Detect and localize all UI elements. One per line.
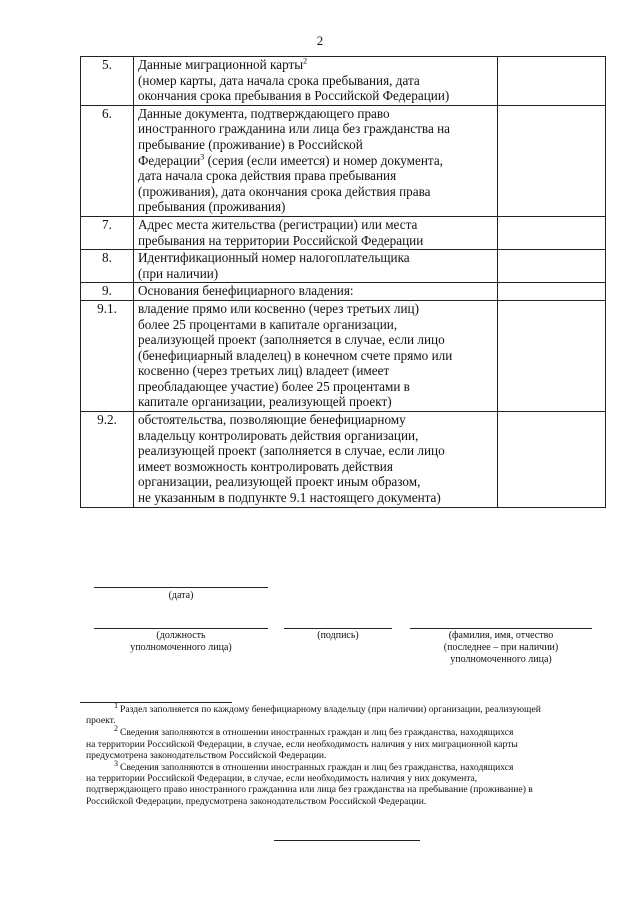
row-value-cell [498, 216, 606, 249]
table-row [81, 300, 606, 411]
row-description-line: косвенно (через третьих лиц) владеет (имеет [138, 363, 390, 379]
row-description-line: пребывания на территории Российской Федерации [138, 232, 424, 248]
footnote-mark: 3 [200, 152, 205, 162]
row-number: 9.1. [81, 300, 134, 411]
table-row [81, 283, 606, 301]
row-description-line: имеет возможность контролировать действия [138, 458, 393, 474]
row-description-line: реализующей проект (заполняется в случае, если лицо [138, 443, 445, 459]
footnote-text: Раздел заполняется по каждому бенефициарному владельцу (при наличии) организации, реализующей [120, 704, 541, 715]
footnote-mark: 2 [303, 56, 308, 66]
row-description-line: (бенефициарный владелец) в конечном счете прямо или [138, 347, 453, 363]
footnote-line [86, 758, 606, 774]
table-row [81, 216, 606, 249]
row-description-line: пребывания (проживания) [138, 199, 286, 215]
footnote [86, 700, 606, 727]
row-description [134, 57, 498, 106]
position-line [94, 628, 268, 629]
row-description [134, 283, 498, 301]
date-line [94, 587, 268, 588]
footnote-line: проект. [86, 715, 116, 727]
footnote-line: подтверждающего право иностранного гражданина или лица без гражданства на пребывание (проживание) в [86, 784, 533, 796]
footnote-separator [80, 702, 232, 703]
row-value-cell [498, 412, 606, 508]
row-description-line: Идентификационный номер налогоплательщика [138, 250, 410, 266]
row-description-line: Адрес места жительства (регистрации) или места [138, 216, 418, 232]
name-label-line: (последнее – при наличии) [443, 642, 559, 653]
row-description-line: иностранного гражданина или лица без гражданства на [138, 121, 451, 137]
row-description-line: (проживания), дата окончания срока действия права [138, 183, 431, 199]
text-span: Федерации [138, 152, 201, 168]
row-description-line: Данные документа, подтверждающего право [138, 105, 390, 121]
name-label-line: уполномоченного лица) [450, 654, 552, 665]
row-description-line: преобладающее участие) более 25 процентами в [138, 378, 410, 394]
footnote-line [86, 700, 606, 715]
row-description-line: реализующей проект (заполняется в случае, если лицо [138, 332, 445, 348]
row-number: 9. [81, 283, 134, 301]
row-description-line [138, 57, 494, 73]
date-label: (дата) [168, 590, 194, 601]
text-span: Данные миграционной карты [138, 57, 304, 72]
bottom-rule [274, 840, 420, 841]
row-number: 7. [81, 216, 134, 249]
row-description-line: не указанным в подпункте 9.1 настоящего документа) [138, 490, 441, 506]
row-description-line: владение прямо или косвенно (через третьих лиц) [138, 300, 419, 316]
footnote-line: на территории Российской Федерации, в случае, если необходимость наличия у них миграционной карты [86, 738, 518, 750]
footnote-line: предусмотрена законодательством Российской Федерации. [86, 749, 327, 761]
footnote-line [86, 724, 606, 739]
row-description-line: более 25 процентами в капитале организации, [138, 316, 398, 332]
row-description-line: (при наличии) [138, 265, 219, 281]
row-description-line: пребывание (проживание) в Российской [138, 136, 363, 152]
footnote-mark: 2 [114, 724, 118, 734]
name-label [410, 630, 592, 666]
row-description [134, 250, 498, 283]
signature-line [284, 628, 392, 629]
row-description-line: Основания бенефициарного владения: [138, 283, 354, 299]
page-number: 2 [316, 33, 324, 48]
position-label [94, 630, 268, 654]
row-description-line: окончания срока пребывания в Российской Федерации) [138, 88, 450, 104]
row-description-line: капитале организации, реализующей проект) [138, 394, 392, 410]
footnote-mark: 1 [114, 700, 118, 710]
signature-label: (подпись) [317, 630, 359, 641]
footnotes [86, 700, 606, 808]
row-description-line: организации, реализующей проект иным образом, [138, 474, 421, 490]
footnote-line: на территории Российской Федерации, в случае, если необходимость наличия у них документа, [86, 773, 478, 785]
row-description [134, 412, 498, 508]
footnote [86, 724, 606, 761]
name-line [410, 628, 592, 629]
footnote-text: Сведения заполняются в отношении иностранных граждан и лиц без гражданства, находящихся [120, 727, 514, 739]
row-number: 9.2. [81, 412, 134, 508]
row-number: 6. [81, 105, 134, 216]
row-value-cell [498, 283, 606, 301]
table-row [81, 250, 606, 283]
position-label-line: уполномоченного лица) [130, 642, 232, 653]
row-description-line: (номер карты, дата начала срока пребывания, дата [138, 72, 420, 88]
footnote [86, 758, 606, 807]
row-description-line: обстоятельства, позволяющие бенефициарному [138, 412, 406, 428]
position-label-line: (должность [156, 630, 206, 641]
row-description [134, 216, 498, 249]
footnote-mark: 3 [114, 758, 118, 768]
row-value-cell [498, 57, 606, 106]
table-row [81, 412, 606, 508]
table-row [81, 105, 606, 216]
row-description [134, 105, 498, 216]
row-value-cell [498, 250, 606, 283]
text-span: (серия (если имеется) и номер документа, [204, 152, 443, 168]
name-label-line: (фамилия, имя, отчество [448, 630, 554, 641]
row-description-line: владельцу контролировать действия организации, [138, 427, 419, 443]
table-row [81, 57, 606, 106]
row-number: 5. [81, 57, 134, 106]
row-value-cell [498, 300, 606, 411]
beneficiary-data-table [80, 56, 606, 508]
row-description [134, 300, 498, 411]
row-number: 8. [81, 250, 134, 283]
footnote-text: Сведения заполняются в отношении иностранных граждан и лиц без гражданства, находящихся [120, 762, 514, 774]
row-description-line [138, 153, 494, 169]
row-value-cell [498, 105, 606, 216]
row-description-line: дата начала срока действия права пребывания [138, 168, 397, 184]
footnote-line: Российской Федерации, предусмотрена законодательством Российской Федерации. [86, 795, 427, 807]
